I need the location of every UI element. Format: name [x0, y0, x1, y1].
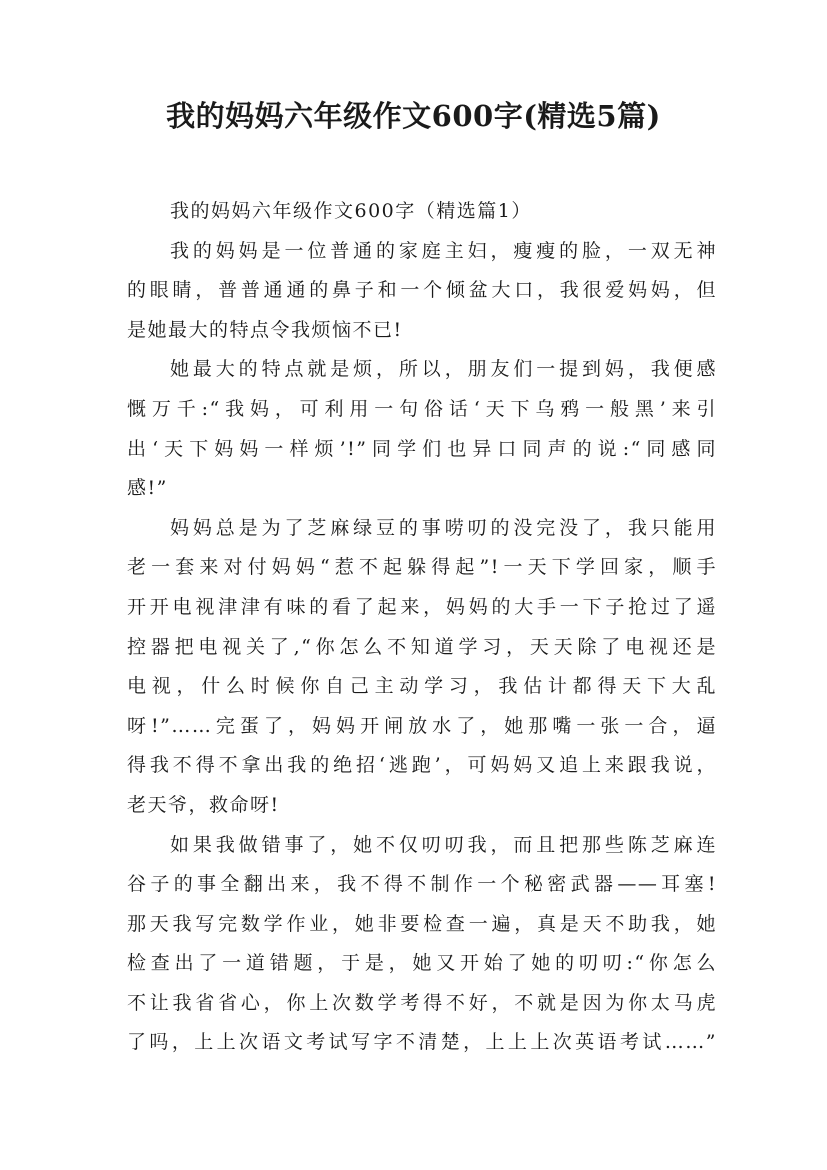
text-line: 老一套来对付妈妈“惹不起躲得起”!一天下学回家，顺手 — [127, 556, 717, 579]
text-line: 我的妈妈是一位普通的家庭主妇，瘦瘦的脸，一双无神 — [170, 239, 717, 262]
text-line: 了吗，上上次语文考试写字不清楚，上上上次英语考试……” — [127, 1031, 717, 1054]
text-line: 老天爷，救命呀! — [127, 793, 280, 816]
text-line: 谷子的事全翻出来，我不得不制作一个秘密武器——耳塞! — [127, 873, 717, 896]
text-line: 呀!”……完蛋了，妈妈开闸放水了，她那嘴一张一合，逼 — [127, 714, 717, 737]
text-line: 那天我写完数学作业，她非要检查一遍，真是天不助我，她 — [127, 912, 717, 935]
text-line: 我的妈妈六年级作文600字（精选篇1） — [170, 200, 532, 222]
text-line: 是她最大的特点令我烦恼不已! — [127, 318, 403, 341]
document-body — [127, 192, 717, 1063]
text-line: 如果我做错事了，她不仅叨叨我，而且把那些陈芝麻连 — [170, 833, 717, 856]
text-line: 检查出了一道错题，于是，她又开始了她的叨叨:“你怎么 — [127, 952, 717, 975]
text-line: 出‘天下妈妈一样烦’!”同学们也异口同声的说:“同感同 — [127, 437, 717, 460]
document-title: 我的妈妈六年级作文600字(精选5篇) — [166, 99, 661, 133]
text-line: 开开电视津津有味的看了起来，妈妈的大手一下子抢过了遥 — [127, 595, 717, 618]
text-line: 不让我省省心，你上次数学考得不好，不就是因为你太马虎 — [127, 991, 717, 1014]
text-line: 的眼睛，普普通通的鼻子和一个倾盆大口，我很爱妈妈，但 — [127, 279, 717, 302]
text-line: 慨万千:“我妈，可利用一句俗话‘天下乌鸦一般黑’来引 — [127, 397, 717, 420]
text-line: 感!” — [127, 477, 168, 500]
text-line: 妈妈总是为了芝麻绿豆的事唠叨的没完没了，我只能用 — [170, 516, 717, 539]
text-line: 控器把电视关了,“你怎么不知道学习，天天除了电视还是 — [127, 635, 717, 658]
text-line: 得我不得不拿出我的绝招‘逃跑’，可妈妈又追上来跟我说， — [127, 754, 717, 777]
text-line: 她最大的特点就是烦，所以，朋友们一提到妈，我便感 — [170, 358, 717, 381]
text-line: 电视，什么时候你自己主动学习，我估计都得天下大乱 — [127, 675, 717, 698]
